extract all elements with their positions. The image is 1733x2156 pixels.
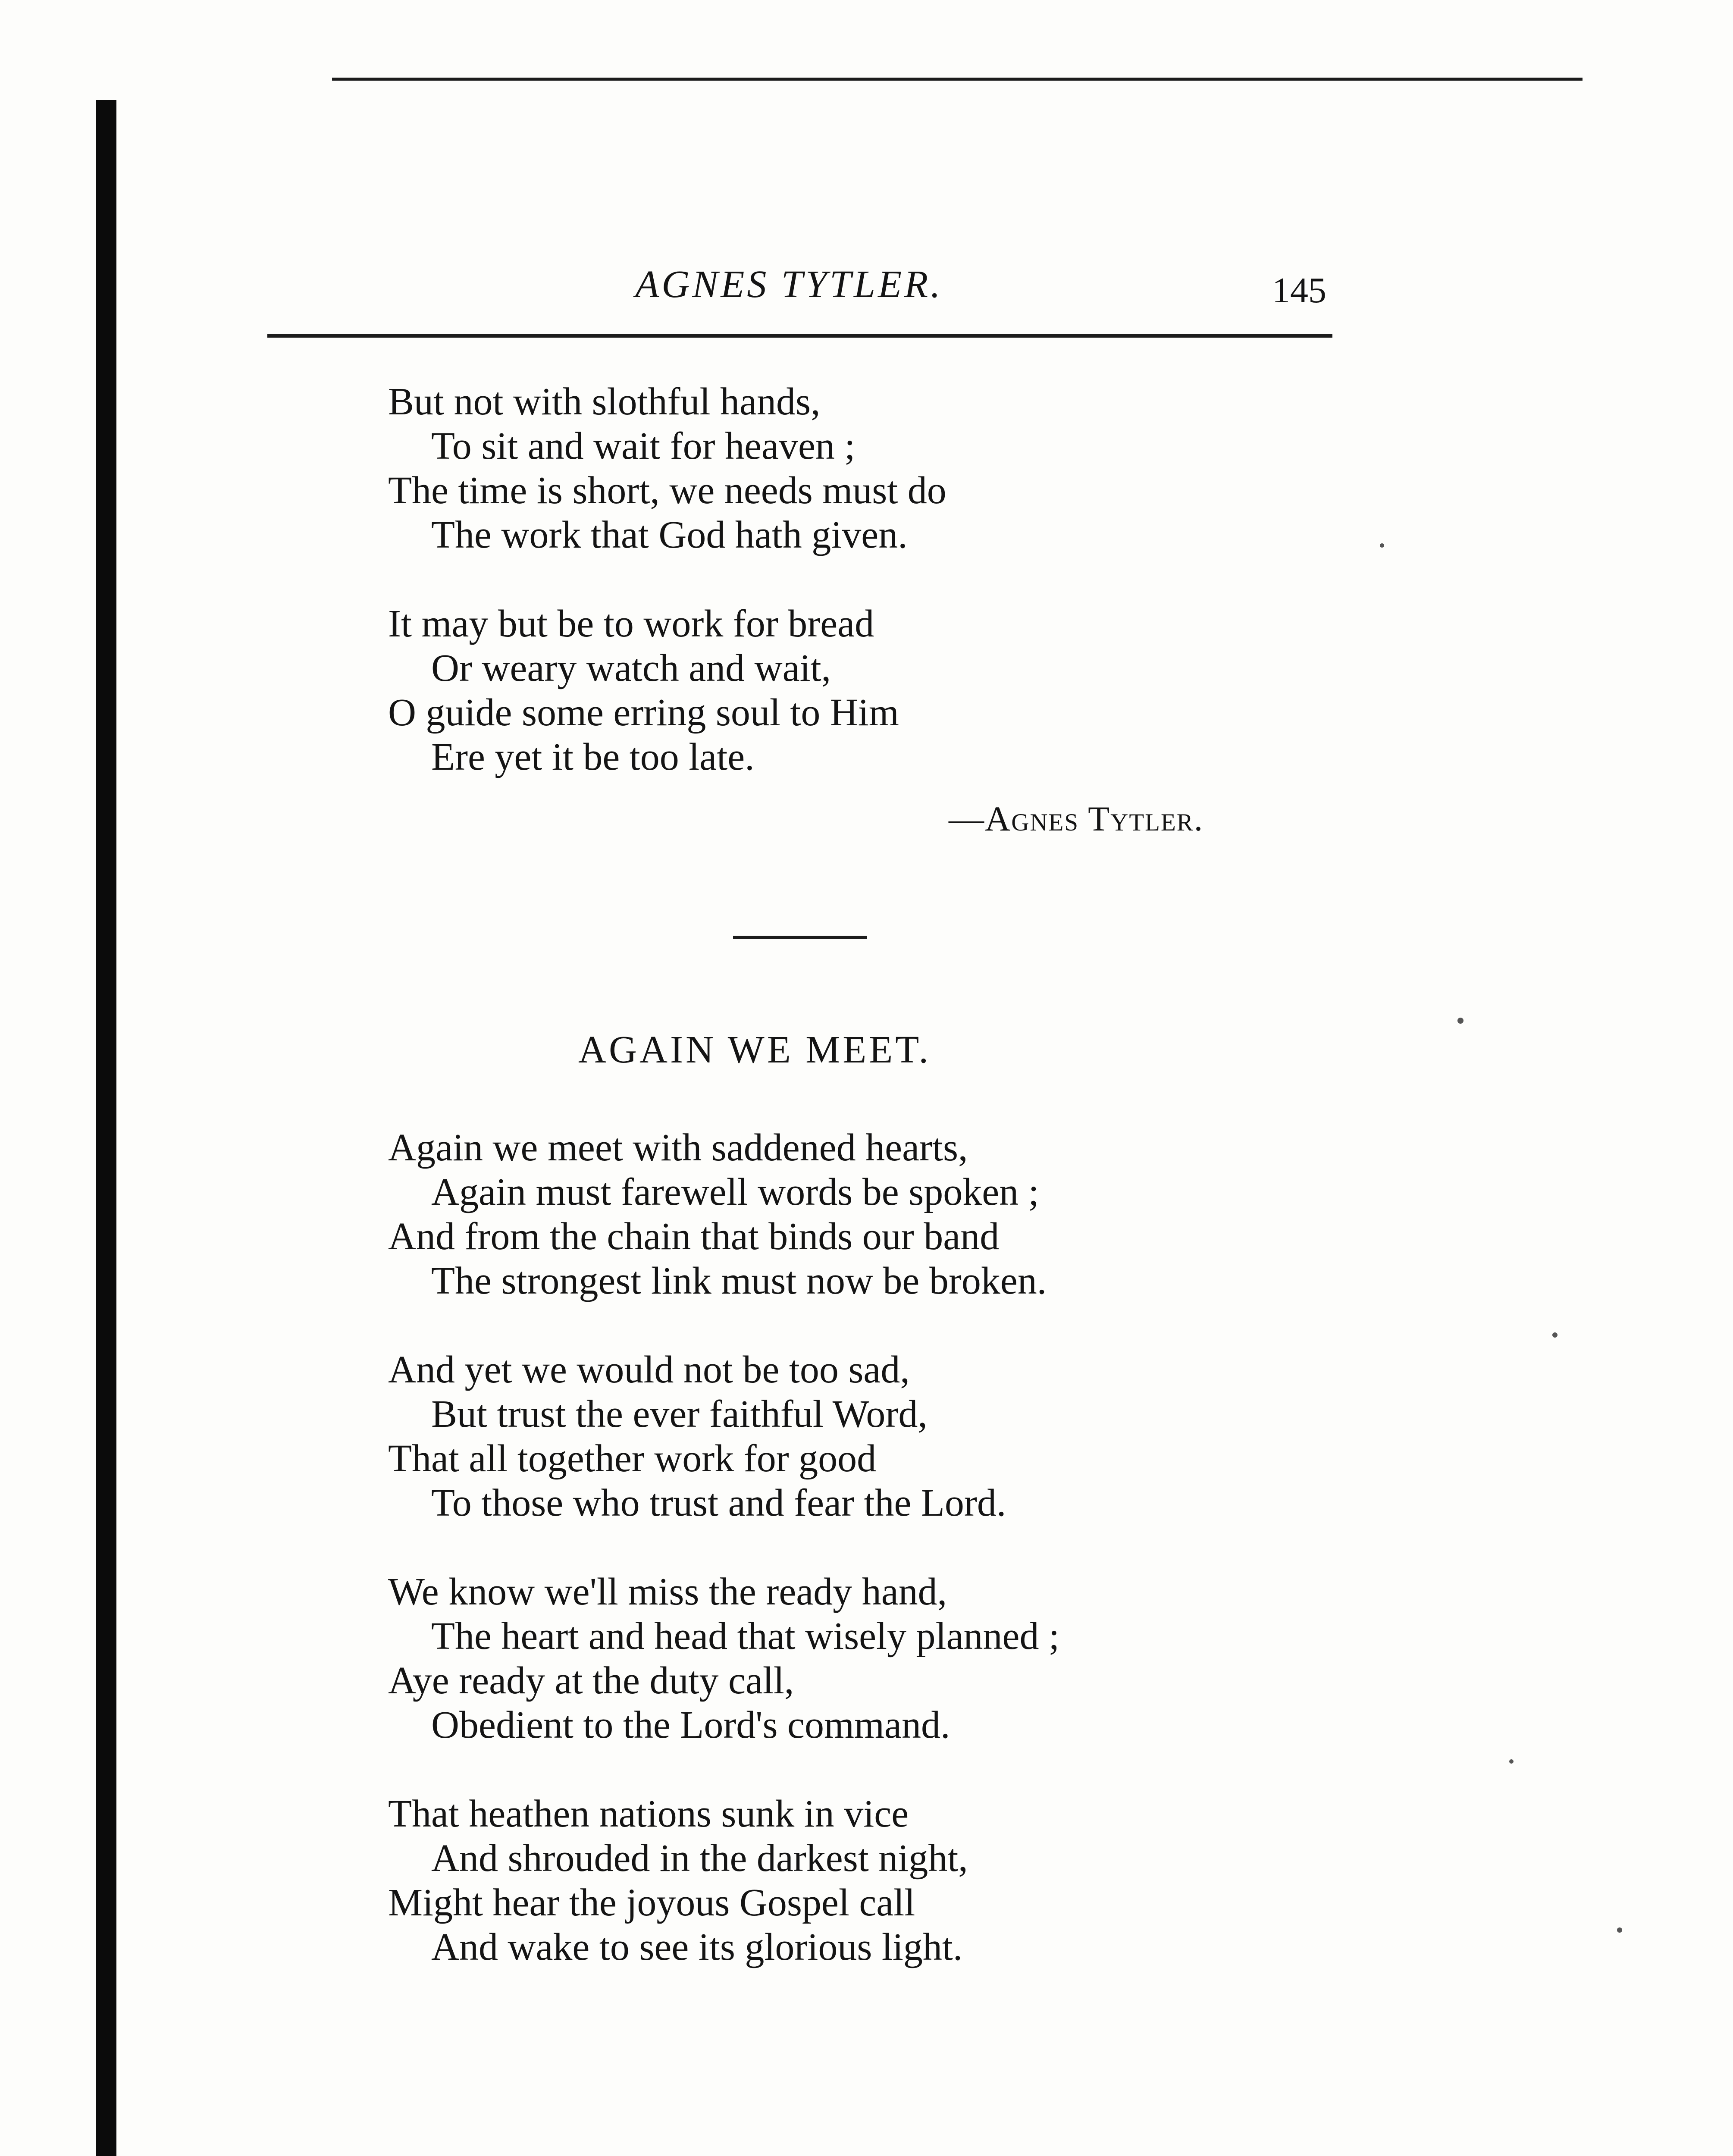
stanza (388, 1792, 1059, 1969)
verse-line: It may but be to work for bread (388, 602, 874, 645)
verse-line: But trust the ever faithful Word, (431, 1393, 928, 1435)
poem-continuation (388, 379, 946, 824)
stanza (388, 602, 946, 779)
scan-speck (1552, 1332, 1558, 1338)
scan-speck (1457, 1018, 1463, 1024)
scan-speck (1617, 1927, 1622, 1933)
verse-line: Obedient to the Lord's command. (431, 1704, 950, 1746)
stanza (388, 1125, 1059, 1303)
verse-line: We know we'll miss the ready hand, (388, 1570, 947, 1613)
top-border-rule (332, 78, 1583, 81)
binding-edge (96, 100, 116, 2156)
stanza (388, 1348, 1059, 1525)
verse-line: To sit and wait for heaven ; (431, 425, 856, 467)
verse-line: Might hear the joyous Gospel call (388, 1881, 915, 1924)
author-signature: —Agnes Tytler. (949, 799, 1204, 838)
verse-line: To those who trust and fear the Lord. (431, 1482, 1006, 1524)
verse-line: The heart and head that wisely planned ; (431, 1615, 1059, 1658)
stanza (388, 1570, 1059, 1747)
verse-line: Again we meet with saddened hearts, (388, 1126, 968, 1169)
poem-title: AGAIN WE MEET. (578, 1028, 931, 1071)
header-rule (267, 334, 1332, 338)
verse-line: And yet we would not be too sad, (388, 1348, 910, 1391)
verse-line: And from the chain that binds our band (388, 1215, 1000, 1258)
verse-line: The strongest link must now be broken. (431, 1260, 1047, 1302)
verse-line: Ere yet it be too late. (431, 736, 755, 778)
verse-line: And wake to see its glorious light. (431, 1926, 963, 1968)
verse-line: But not with slothful hands, (388, 380, 821, 423)
verse-line: That all together work for good (388, 1437, 877, 1480)
verse-line: That heathen nations sunk in vice (388, 1792, 909, 1835)
running-title: AGNES TYTLER. (635, 263, 943, 306)
poem-again-we-meet (388, 1125, 1059, 2014)
section-divider (733, 936, 867, 939)
verse-line: O guide some erring soul to Him (388, 691, 899, 734)
scan-speck (1380, 543, 1384, 548)
verse-line: And shrouded in the darkest night, (431, 1837, 968, 1880)
page-number: 145 (1272, 270, 1326, 310)
scan-speck (1509, 1759, 1514, 1764)
verse-line: The time is short, we needs must do (388, 469, 946, 512)
verse-line: The work that God hath given. (431, 514, 908, 556)
verse-line: Again must farewell words be spoken ; (431, 1171, 1039, 1213)
verse-line: Aye ready at the duty call, (388, 1659, 794, 1702)
stanza (388, 379, 946, 557)
verse-line: Or weary watch and wait, (431, 647, 831, 689)
